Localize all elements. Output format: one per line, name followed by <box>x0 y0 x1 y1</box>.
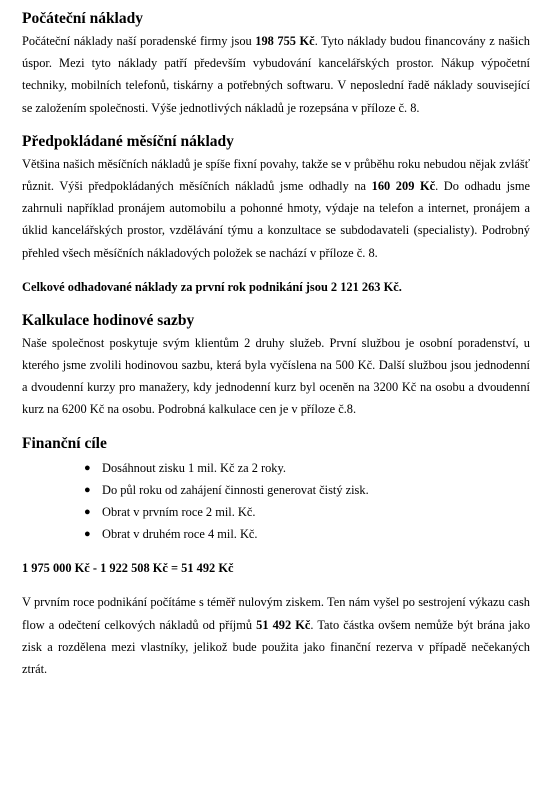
heading-hourly-rate: Kalkulace hodinové sazby <box>22 311 195 329</box>
list-item <box>84 457 530 479</box>
list-item <box>84 479 530 501</box>
financial-goals-list <box>22 457 530 546</box>
text-run: V prvním roce podnikání počítáme s téměř nulovým ziskem. Ten nám vyšel po sestrojení výkazu cash flow a odečtení celkových nákladů od příjmů <box>22 595 530 632</box>
text-run: . Do odhadu jsme zahrnuli například pronájem automobilu a pohonné hmoty, výdaje na telefon a internet, pronájem a úklid kancelářských prostor, vzdělávání týmu a konzultace se subdodavateli (specialisty). Podrobný přehled všech měsíčních nákladových položek se nachází v příloze č. 8. <box>22 179 530 260</box>
text-run: Počáteční náklady naší poradenské firmy jsou <box>22 34 256 48</box>
heading-initial-costs: Počáteční náklady <box>22 10 143 27</box>
bullet-icon: ● <box>84 506 91 519</box>
bullet-icon: ● <box>84 528 91 541</box>
heading-financial-goals: Finanční cíle <box>22 434 107 452</box>
list-item <box>84 501 530 523</box>
amount-conclusion: 51 492 Kč <box>256 617 311 632</box>
list-item <box>84 523 530 545</box>
paragraph-conclusion <box>22 591 530 680</box>
amount-monthly-costs: 160 209 Kč <box>371 179 436 194</box>
total-costs-statement: Celkové odhadované náklady za první rok podnikání jsou 2 121 263 Kč. <box>22 279 402 294</box>
list-item-text: Obrat v prvním roce 2 mil. Kč. <box>102 505 256 520</box>
bullet-icon: ● <box>84 461 91 474</box>
paragraph-hourly-rate: Naše společnost poskytuje svým klientům 2 druhy služeb. První službou je osobní poradenství, u kterého jsme zvolili hodinovou sazbu, která byla vyčíslena na 500 Kč. Další službou jsou jednodenní a dvoudenní kurzy pro manažery, kdy jednodenní kurz byl oceněn na 3200 Kč na osobu a dvoudenní kurz na 6200 Kč na osobu. Podrobná kalkulace cen je v příloze č.8. <box>22 335 530 417</box>
paragraph-initial-costs <box>22 30 530 119</box>
profit-formula: 1 975 000 Kč - 1 922 508 Kč = 51 492 Kč <box>22 561 234 576</box>
amount-initial-costs: 198 755 Kč <box>255 34 315 48</box>
list-item-text: Dosáhnout zisku 1 mil. Kč za 2 roky. <box>102 460 286 475</box>
heading-monthly-costs: Předpokládané měsíční náklady <box>22 132 234 150</box>
bullet-icon: ● <box>84 483 91 496</box>
paragraph-monthly-costs <box>22 153 530 264</box>
text-run: Většina našich měsíčních nákladů je spíše fixní povahy, takže se v průběhu roku nebudou nějak zvlášť různit. Výši předpokládaných měsíčních nákladů jsme odhadly na <box>22 156 530 194</box>
list-item-text: Do půl roku od zahájení činnosti generovat čistý zisk. <box>102 482 369 497</box>
list-item-text: Obrat v druhém roce 4 mil. Kč. <box>102 527 258 542</box>
text-run: . Tato částka ovšem nemůže být brána jako zisk a rozdělena mezi vlastníky, jelikož bude použita jako finanční rezerva v případě nečekaných ztrát. <box>22 617 531 677</box>
text-run: . Tyto náklady budou financovány z našich úspor. Mezi tyto náklady patří především vybudování kancelářských prostor. Nákup výpočetní techniky, mobilních telefonů, tiskárny a potřebných softwaru. V neposlední řadě náklady související se založením společnosti. Výše jednotlivých nákladů je rozepsána v příloze č. 8. <box>22 34 530 115</box>
